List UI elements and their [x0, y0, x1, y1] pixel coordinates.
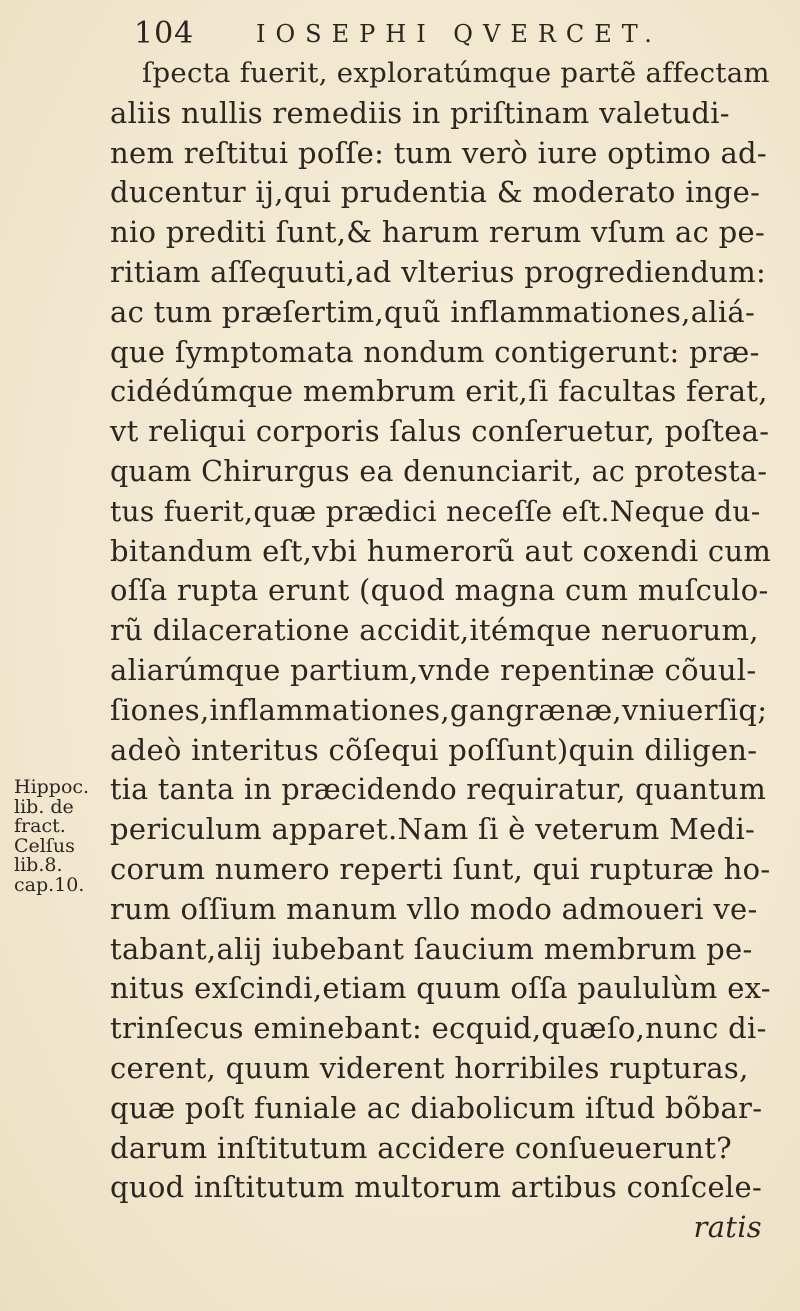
- text-line: ritiam aſſequuti,ad vlterius progrediendum:: [110, 254, 767, 289]
- margin-note-line: fract.: [14, 815, 66, 837]
- text-line: tabant,alij iubebant ſaucium membrum pe-: [110, 931, 753, 966]
- text-line: nitus exſcindi,etiam quum oſſa paululùm ex-: [110, 971, 771, 1006]
- margin-note: [14, 778, 104, 895]
- text-line: rum oſſium manum vllo modo admoueri ve-: [110, 891, 758, 926]
- text-line: darum inſtitutum accidere conſueuerunt?: [110, 1130, 733, 1165]
- text-line: nem reſtitui poſſe: tum verò iure optimo ad-: [110, 135, 768, 170]
- running-title: IOSEPHI QVERCET.: [256, 20, 662, 48]
- margin-note-line: Celſus: [14, 834, 75, 857]
- text-line: quæ poſt funiale ac diabolicum iſtud bõbar-: [110, 1090, 763, 1125]
- text-line: aliarúmque partium,vnde repentinæ cõuul-: [110, 652, 757, 687]
- page-header: [134, 14, 774, 52]
- text-line: bitandum eſt,vbi humerorũ aut coxendi cum: [110, 533, 772, 568]
- text-line: quam Chirurgus ea denunciarit, ac protesta-: [110, 454, 768, 488]
- text-line: adeò interitus cõſequi poſſunt)quin diligen-: [110, 732, 758, 767]
- text-line: nio prediti ſunt,& harum rerum vſum ac pe-: [110, 215, 766, 250]
- text-line: que ſymptomata nondum contigerunt: præ-: [110, 334, 760, 369]
- text-line: corum numero reperti ſunt, qui rupturæ ho-: [110, 851, 771, 886]
- page-number: 104: [134, 16, 195, 51]
- text-line: ac tum præſertim,quũ inflammationes,aliá-: [110, 294, 756, 329]
- text-line: quod inſtitutum multorum artibus conſcele-: [110, 1170, 763, 1205]
- text-line: cidédúmque membrum erit,ſi facultas ferat,: [110, 374, 768, 409]
- body-text: [110, 54, 770, 1248]
- text-line: vt reliqui corporis ſalus conſeruetur, poſtea-: [110, 414, 770, 449]
- text-line: ducentur ij,qui prudentia & moderato inge-: [110, 175, 761, 210]
- text-line: tia tanta in præcidendo requiratur, quantum: [110, 773, 767, 807]
- margin-note-line: lib.8.: [14, 854, 63, 876]
- text-line: ſiones,inflammationes,gangrænæ,vniuerſiq;: [110, 692, 768, 727]
- margin-note-line: cap.10.: [14, 873, 85, 896]
- catchword: ratis: [693, 1210, 762, 1245]
- margin-note-line: Hippoc.: [14, 776, 90, 798]
- margin-note-line: lib. de: [14, 795, 74, 818]
- text-line: aliis nullis remediis in priſtinam valetudi-: [110, 95, 730, 130]
- text-line: periculum apparet.Nam ſi è veterum Medi-: [110, 812, 756, 847]
- text-line: cerent, quum viderent horribiles rupturas,: [110, 1050, 749, 1085]
- text-line: rũ dilaceratione accidit,itémque neruorum,: [110, 613, 759, 648]
- text-line: trinſecus eminebant: ecquid,quæſo,nunc di-: [110, 1011, 767, 1046]
- text-line: oſſa rupta erunt (quod magna cum muſculo-: [110, 573, 769, 608]
- text-line: ſpecta fuerit, exploratúmque partẽ affectam: [142, 57, 770, 89]
- text-line: tus fuerit,quæ prædici neceſſe eſt.Neque du-: [110, 494, 761, 528]
